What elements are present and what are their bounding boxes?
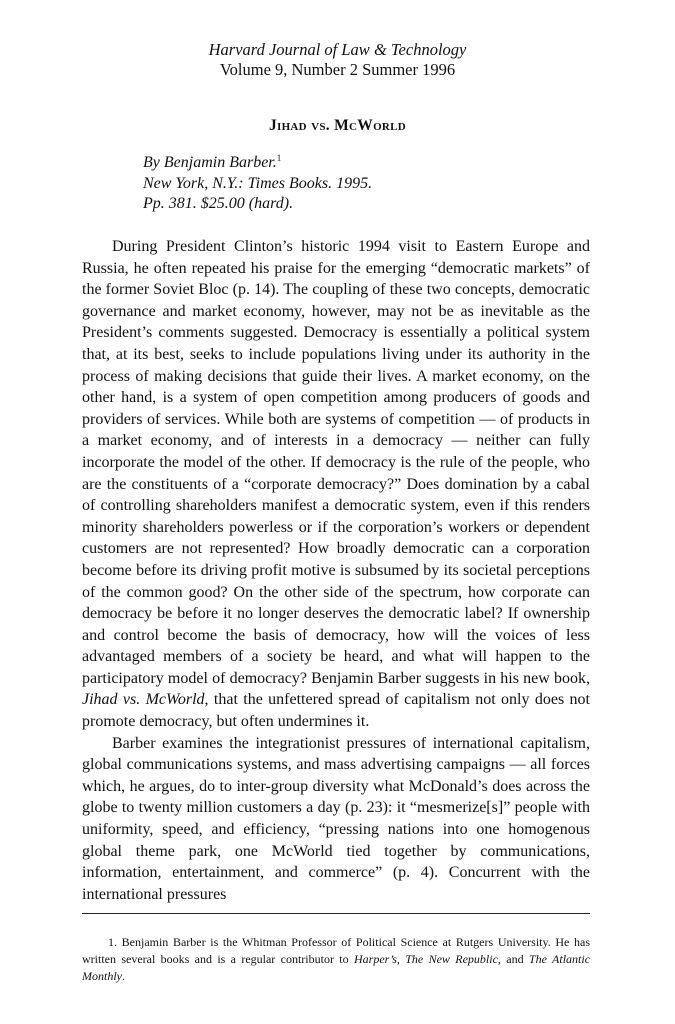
body-text	[82, 236, 590, 905]
paragraph-1	[82, 236, 590, 733]
footnote	[82, 934, 590, 985]
footnote-1	[82, 934, 590, 985]
paragraph-2: Barber examines the integrationist pressures of international capitalism, global communications systems, and mass advertising campaigns — all forces which, he argues, do to inter-group diversity what McDonald’s does across the globe to twenty million customers a day (p. 23): it “mesmerize[s]” people with uniformity, speed, and efficiency, “pressing nations into one homogenous global theme park, one McWorld tied together by communications, information, entertainment, and commerce” (p. 4). Concurrent with the international pressures	[82, 734, 590, 903]
review-title: Jihad vs. McWorld	[268, 117, 407, 134]
footnote-separator-2: , and	[497, 952, 524, 966]
book-title: Jihad vs. McWorld	[82, 691, 205, 709]
citation-pages-price: Pp. 381. $25.00 (hard).	[143, 195, 294, 212]
book-citation	[143, 148, 372, 215]
footnote-text: 1. Benjamin Barber is the Whitman Professor of Political Science at Rutgers University. He has written several books and is a regular contributor to	[82, 935, 590, 966]
citation-publisher: New York, N.Y.: Times Books. 1995.	[143, 174, 373, 192]
footnote-publication-1: Harper’s	[353, 952, 397, 966]
citation-author-line	[143, 148, 372, 174]
footnote-end: .	[122, 969, 125, 983]
paragraph-1-lead: Benjamin Barber suggests in his new book,	[311, 669, 591, 687]
issue-info: Volume 9, Number 2 Summer 1996	[219, 60, 456, 79]
footnote-divider	[82, 913, 590, 914]
citation-author: By Benjamin Barber.	[143, 154, 277, 171]
paragraph-1-text: During President Clinton’s historic 1994 visit to Eastern Europe and Russia, he often repeated his praise for the emerging “democratic markets” of the former Soviet Bloc (p. 14). The coupling of these two concepts, democratic governance and market economy, however, may not be as inevitable as the President’s comments suggested. Democracy is essentially a political system that, at its best, seeks to include populations living under its authority in the process of making decisions that guide their lives. A market economy, on the other hand, is a system of open competition among producers of goods and providers of services. While both are systems of competition — of products in a market economy, and of interests in a democracy — neither can fully incorporate the model of the other. If democracy is the rule of the people, who are the constituents of a “corporate democracy?” Does domination by a cabal of controlling shareholders manifest a democratic system, even if this renders minority shareholders powerless or if the corporation’s workers or dependent customers are not represented? How broadly democratic can a corporation become before its driving profit motive is subsumed by its societal perceptions of the common good? On the other side of the spectrum, how corporate can democracy be before it no longer deserves the democratic label? If ownership and control become the basis of democracy, how will the voices of less advantaged members of a society be heard, and what will happen to the participatory model of democracy?	[82, 238, 590, 687]
footnote-publication-2: The New Republic	[405, 952, 498, 966]
journal-name: Harvard Journal of Law & Technology	[208, 40, 467, 59]
footnote-separator-1: ,	[396, 952, 400, 966]
footnote-publication-3: The Atlantic Monthly	[82, 952, 591, 983]
footnote-marker: 1	[276, 153, 282, 163]
paragraph-1-end: , that the unfettered spread of capitalism not only does not promote democracy, but often undermines it.	[82, 691, 590, 731]
